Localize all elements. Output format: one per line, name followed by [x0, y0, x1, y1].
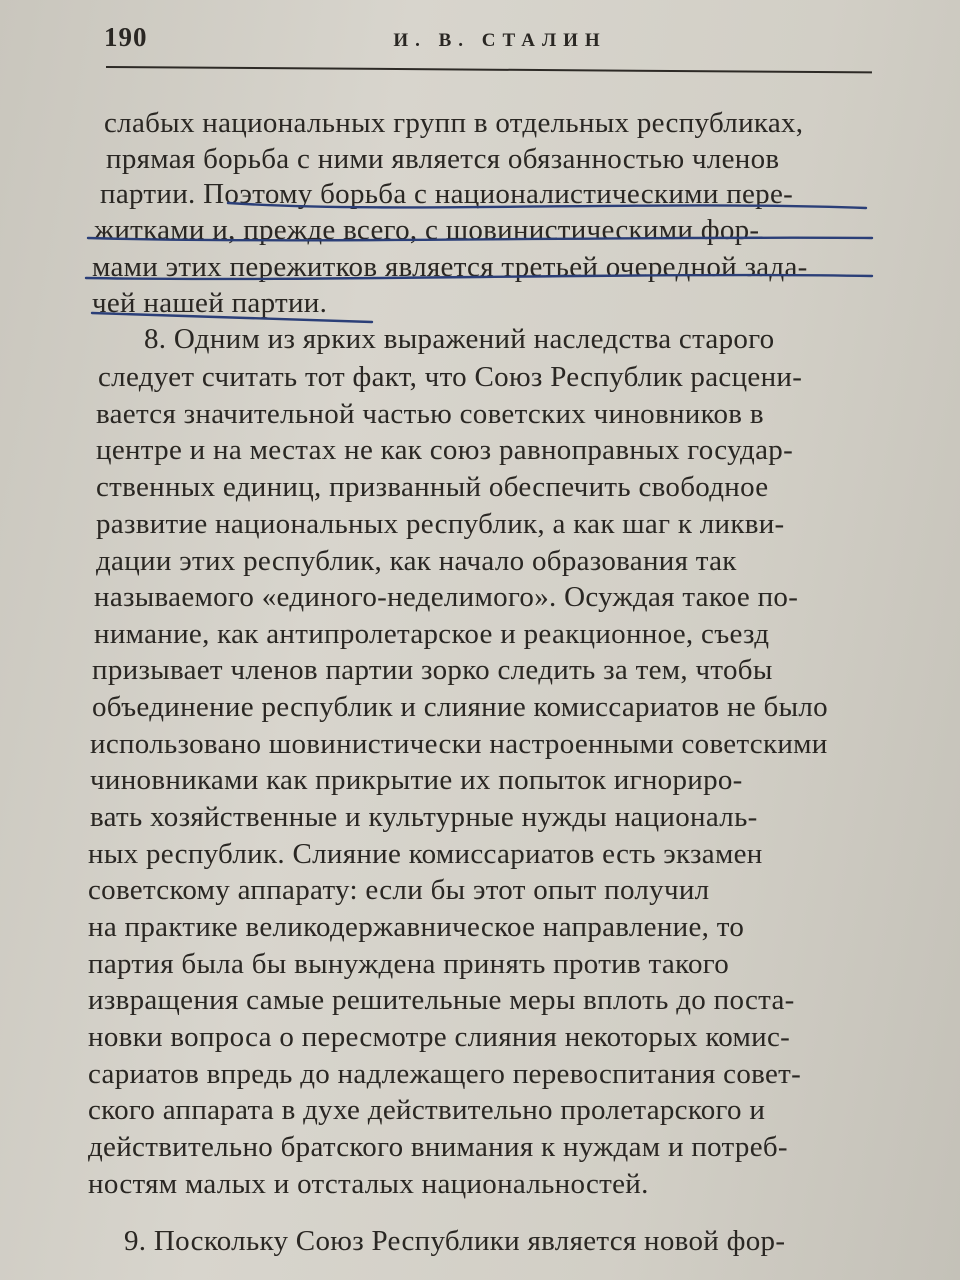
text-line: следует считать тот факт, что Союз Республик расцени- — [98, 361, 803, 393]
paragraph-start: 8. Одним из ярких выражений наследства старого — [144, 323, 775, 355]
page-number: 190 — [104, 22, 148, 52]
text-line: мами этих пережитков является третьей очередной зада- — [92, 251, 808, 283]
text-line: нимание, как антипролетарское и реакционное, съезд — [94, 618, 770, 650]
text-line: слабых национальных групп в отдельных республиках, — [104, 107, 804, 139]
running-title: И. В. СТАЛИН — [393, 30, 607, 51]
text-line: действительно братского внимания к нуждам и потреб- — [88, 1131, 788, 1163]
text-line: ных республик. Слияние комиссариатов есть экзамен — [88, 838, 763, 870]
text-line: использовано шовинистически настроенными советскими — [90, 728, 828, 760]
text-line: новки вопроса о пересмотре слияния некоторых комис- — [88, 1021, 791, 1053]
text-line: объединение республик и слияние комиссариатов не было — [92, 691, 828, 723]
text-line: прямая борьба с ними является обязанностью членов — [106, 143, 780, 175]
text-line: житками и, прежде всего, с шовинистическими фор- — [94, 214, 760, 246]
text-line: на практике великодержавническое направление, то — [88, 911, 745, 943]
text-line: сариатов впредь до надлежащего перевоспитания совет- — [88, 1058, 802, 1090]
paragraph-start: 9. Поскольку Союз Республики является новой фор- — [124, 1225, 786, 1257]
text-line: партия была бы вынуждена принять против такого — [88, 948, 730, 980]
text-line: партии. Поэтому борьба с националистическими пере- — [100, 178, 794, 210]
text-line: ностям малых и отсталых национальностей. — [88, 1168, 649, 1200]
text-line: центре и на местах не как союз равноправных государ- — [96, 434, 794, 466]
text-line: вать хозяйственные и культурные нужды националь- — [90, 801, 758, 833]
text-line: чиновниками как прикрытие их попыток игнориро- — [90, 764, 743, 796]
text-line: называемого «единого-неделимого». Осуждая такое по- — [94, 581, 799, 613]
text-line: чей нашей партии. — [92, 287, 328, 319]
text-line: извращения самые решительные меры вплоть до поста- — [88, 984, 795, 1016]
text-line: ского аппарата в духе действительно пролетарского и — [88, 1094, 766, 1126]
text-line: ственных единиц, призванный обеспечить свободное — [96, 471, 769, 503]
text-line: развитие национальных республик, а как шаг к ликви- — [96, 508, 785, 540]
text-line: призывает членов партии зорко следить за тем, чтобы — [92, 654, 773, 686]
text-line: дации этих республик, как начало образования так — [96, 545, 737, 577]
text-line: вается значительной частью советских чиновников в — [96, 398, 764, 430]
text-line: советскому аппарату: если бы этот опыт получил — [88, 874, 710, 906]
